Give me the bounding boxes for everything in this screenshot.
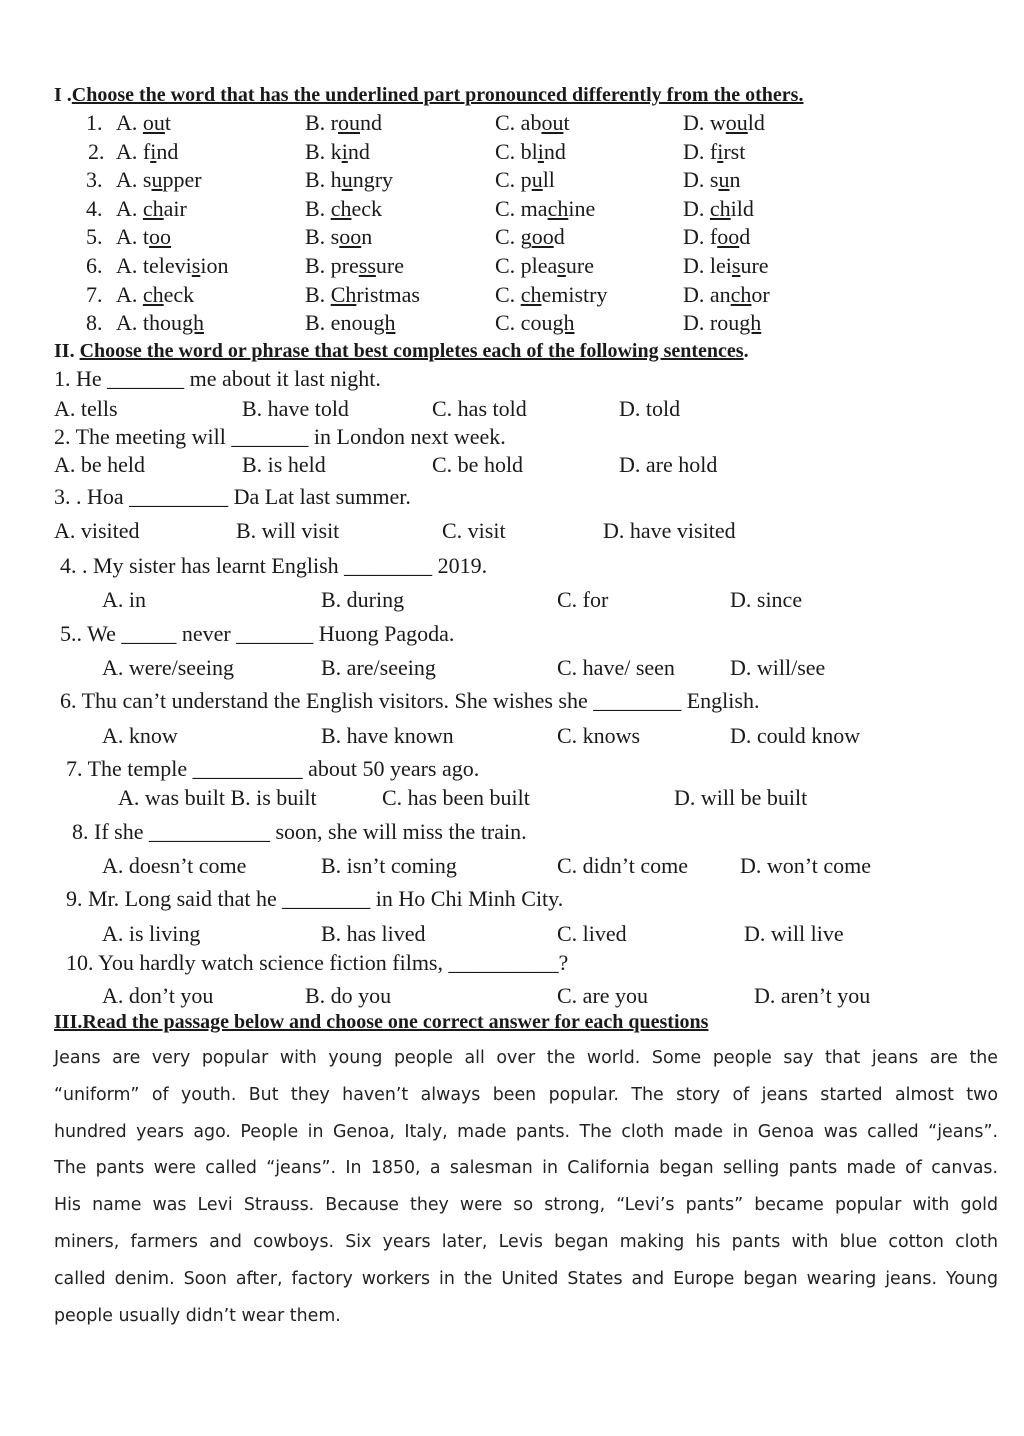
underlined-sound: i bbox=[341, 138, 348, 164]
passage-line: The pants were called “jeans”. In 1850, a salesman in California began selling pants made of canvas. bbox=[54, 1158, 998, 1179]
pronunciation-option-d bbox=[683, 167, 740, 193]
underlined-sound: oo bbox=[717, 224, 740, 250]
passage-line: “uniform” of youth. But they haven’t always been popular. The story of jeans started almost two bbox=[54, 1084, 998, 1105]
underlined-sound: ch bbox=[547, 195, 569, 221]
option-text-prefix: B. h bbox=[305, 167, 342, 193]
option-text-prefix: C. plea bbox=[495, 253, 558, 278]
option-text-prefix: A. bbox=[116, 281, 143, 307]
answer-option: A. is living bbox=[102, 921, 201, 946]
pronunciation-option-a bbox=[116, 282, 194, 308]
option-text-suffix: ild bbox=[730, 195, 754, 221]
pronunciation-option-c bbox=[495, 196, 595, 222]
underlined-sound: ch bbox=[730, 281, 752, 307]
answer-option: B. will visit bbox=[236, 518, 340, 543]
option-text-prefix: D. f bbox=[683, 138, 718, 164]
question-stem: 9. Mr. Long said that he ________ in Ho Chi Minh City. bbox=[66, 886, 564, 911]
option-text-suffix: ure bbox=[375, 253, 404, 278]
answer-option: A. tells bbox=[54, 396, 118, 421]
option-text-prefix: C. bbox=[495, 281, 521, 307]
option-text-prefix: A. bbox=[116, 110, 143, 135]
answer-option: A. doesn’t come bbox=[102, 853, 247, 878]
answer-option: A. know bbox=[102, 723, 178, 748]
underlined-sound: gh bbox=[182, 310, 204, 336]
answer-option: B. have known bbox=[321, 723, 454, 748]
answer-option: B. isn’t coming bbox=[321, 853, 457, 878]
section-1-title: Choose the word that has the underlined part pronounced differently from the others bbox=[71, 84, 799, 106]
option-text-suffix: n bbox=[729, 167, 741, 193]
section-2-heading bbox=[54, 340, 749, 363]
option-text-prefix: C. bl bbox=[495, 138, 538, 164]
option-text-suffix: air bbox=[163, 195, 187, 221]
option-text-suffix: nd bbox=[156, 138, 179, 164]
pronunciation-option-b bbox=[305, 253, 404, 279]
option-text-prefix: D. f bbox=[683, 224, 718, 250]
answer-option: A. visited bbox=[54, 518, 140, 543]
answer-option: C. are you bbox=[557, 983, 649, 1008]
pronunciation-option-d bbox=[683, 253, 769, 279]
underlined-sound: i bbox=[537, 138, 544, 164]
passage-line: called denim. Soon after, factory workers in the United States and Europe began wearing jeans. Young bbox=[54, 1268, 998, 1289]
reading-passage bbox=[54, 1040, 998, 1334]
underlined-sound: s bbox=[731, 253, 741, 278]
answer-option: D. since bbox=[730, 587, 803, 612]
option-text-prefix: C. ab bbox=[495, 110, 542, 135]
question-stem: 7. The temple __________ about 50 years ago. bbox=[66, 756, 480, 781]
question-stem: 4. . My sister has learnt English ________ 2019. bbox=[60, 553, 488, 578]
passage-line: miners, farmers and cowboys. Six years later, Levis began making his pants with blue cotton cloth bbox=[54, 1231, 998, 1252]
underlined-sound: oo bbox=[149, 224, 171, 250]
option-text-prefix: D. an bbox=[683, 281, 731, 307]
underlined-sound: u bbox=[151, 167, 163, 193]
option-text-suffix: eck bbox=[163, 281, 195, 307]
option-text-suffix: n bbox=[361, 224, 373, 250]
option-text-prefix: C. cou bbox=[495, 310, 553, 336]
underlined-sound: u bbox=[341, 167, 353, 193]
option-text-prefix: A. s bbox=[116, 167, 152, 193]
option-text-prefix: A. t bbox=[116, 224, 149, 250]
underlined-sound: ou bbox=[338, 110, 360, 135]
underlined-sound: ch bbox=[142, 195, 164, 221]
option-text-prefix: B. pre bbox=[305, 253, 359, 278]
passage-line: people usually didn’t wear them. bbox=[54, 1305, 341, 1326]
answer-option: A. were/seeing bbox=[102, 655, 234, 680]
pronunciation-option-b bbox=[305, 139, 370, 165]
answer-option: C. be hold bbox=[432, 452, 524, 477]
option-text-suffix: ld bbox=[747, 110, 765, 135]
section-3-heading bbox=[54, 1011, 708, 1034]
question-stem: 10. You hardly watch science fiction films, __________? bbox=[66, 950, 569, 975]
pronunciation-option-d bbox=[683, 282, 770, 308]
option-text-prefix: B. k bbox=[305, 138, 342, 164]
option-text-prefix: B. s bbox=[305, 224, 340, 250]
answer-option: D. will live bbox=[744, 921, 844, 946]
answer-option: B. do you bbox=[305, 983, 392, 1008]
underlined-sound: ch bbox=[330, 195, 352, 221]
answer-option: C. didn’t come bbox=[557, 853, 688, 878]
question-stem: 8. If she ___________ soon, she will miss the train. bbox=[72, 819, 527, 844]
section-2-title: Choose the word or phrase that best completes each of the following sentences bbox=[79, 340, 744, 362]
underlined-sound: u bbox=[718, 167, 730, 193]
question-number: 7. bbox=[86, 281, 103, 307]
section-1-title-end: . bbox=[798, 84, 804, 106]
answer-option: D. will/see bbox=[730, 655, 826, 680]
answer-option: B. during bbox=[321, 587, 405, 612]
section-2-number: II. bbox=[54, 340, 80, 362]
question-number: 5. bbox=[86, 224, 103, 250]
passage-line: His name was Levi Strauss. Because they were so strong, “Levi’s pants” became popular with gold bbox=[54, 1195, 998, 1216]
option-text-prefix: A. f bbox=[116, 138, 151, 164]
option-text-prefix: A. bbox=[116, 195, 143, 221]
option-text-suffix: ion bbox=[200, 253, 229, 278]
answer-option: B. has lived bbox=[321, 921, 426, 946]
answer-option: C. lived bbox=[557, 921, 627, 946]
pronunciation-option-a bbox=[116, 253, 228, 279]
answer-option: D. could know bbox=[730, 723, 861, 748]
option-text-suffix: ll bbox=[542, 167, 555, 193]
pronunciation-option-b bbox=[305, 110, 382, 136]
option-text-suffix: ristmas bbox=[356, 281, 420, 307]
question-stem: 6. Thu can’t understand the English visitors. She wishes she ________ English. bbox=[60, 688, 760, 713]
pronunciation-option-a bbox=[116, 310, 204, 336]
question-number: 3. bbox=[86, 167, 103, 193]
option-text-suffix: t bbox=[164, 110, 172, 135]
option-text-suffix: t bbox=[563, 110, 570, 135]
option-text-prefix: D. bbox=[683, 195, 710, 221]
pronunciation-option-c bbox=[495, 139, 566, 165]
option-text-prefix: B. r bbox=[305, 110, 338, 135]
underlined-sound: ch bbox=[709, 195, 731, 221]
pronunciation-option-c bbox=[495, 253, 594, 279]
question-stem: 3. . Hoa _________ Da Lat last summer. bbox=[54, 484, 411, 509]
option-text-prefix: B. enou bbox=[305, 310, 374, 336]
underlined-sound: i bbox=[717, 138, 724, 164]
section-2-title-end: . bbox=[743, 340, 749, 362]
pronunciation-option-b bbox=[305, 224, 372, 250]
underlined-sound: i bbox=[150, 138, 157, 164]
answer-option: C. visit bbox=[442, 518, 506, 543]
option-text-suffix: or bbox=[751, 281, 770, 307]
underlined-sound: ou bbox=[725, 110, 748, 135]
answer-option: A. don’t you bbox=[102, 983, 214, 1008]
question-stem: 1. He _______ me about it last night. bbox=[54, 366, 381, 391]
answer-option: A. in bbox=[102, 587, 146, 612]
option-text-suffix: nd bbox=[360, 110, 382, 135]
option-text-prefix: D. rou bbox=[683, 310, 740, 336]
pronunciation-option-b bbox=[305, 167, 393, 193]
pronunciation-option-a bbox=[116, 167, 202, 193]
pronunciation-option-c bbox=[495, 167, 555, 193]
option-text-suffix: nd bbox=[543, 138, 566, 164]
underlined-sound: ch bbox=[520, 281, 542, 307]
underlined-sound: gh bbox=[739, 310, 762, 336]
answer-option: D. have visited bbox=[603, 518, 736, 543]
option-text-suffix: rst bbox=[723, 138, 746, 164]
underlined-sound: oo bbox=[531, 224, 554, 250]
underlined-sound: ch bbox=[142, 281, 164, 307]
option-text-suffix: pper bbox=[162, 167, 202, 193]
question-number: 4. bbox=[86, 195, 103, 221]
question-number: 1. bbox=[86, 110, 103, 135]
underlined-sound: gh bbox=[373, 310, 396, 336]
option-text-prefix: D. lei bbox=[683, 253, 732, 278]
answer-option: A. was built B. is built bbox=[118, 785, 317, 810]
pronunciation-option-b bbox=[305, 310, 395, 336]
pronunciation-option-d bbox=[683, 196, 754, 222]
question-stem: 5.. We _____ never _______ Huong Pagoda. bbox=[60, 621, 455, 646]
pronunciation-option-b bbox=[305, 282, 420, 308]
answer-option: D. will be built bbox=[674, 785, 808, 810]
underlined-sound: gh bbox=[552, 310, 575, 336]
option-text-prefix: B. bbox=[305, 195, 331, 221]
option-text-prefix: A. thou bbox=[116, 310, 182, 336]
underlined-sound: ou bbox=[142, 110, 165, 135]
underlined-sound: Ch bbox=[330, 281, 357, 307]
answer-option: D. told bbox=[619, 396, 681, 421]
option-text-prefix: D. s bbox=[683, 167, 719, 193]
underlined-sound: s bbox=[557, 253, 566, 278]
option-text-suffix: ure bbox=[565, 253, 594, 278]
option-text-suffix: eck bbox=[351, 195, 382, 221]
passage-line: Jeans are very popular with young people all over the world. Some people say that jeans are the bbox=[54, 1048, 998, 1068]
option-text-suffix: d bbox=[553, 224, 565, 250]
pronunciation-option-d bbox=[683, 310, 761, 336]
underlined-sound: u bbox=[531, 167, 543, 193]
question-stem: 2. The meeting will _______ in London next week. bbox=[54, 424, 506, 449]
underlined-sound: oo bbox=[339, 224, 362, 250]
answer-option: B. is held bbox=[242, 452, 326, 477]
question-number: 2. bbox=[88, 138, 105, 164]
pronunciation-option-a bbox=[116, 110, 171, 136]
question-number: 6. bbox=[86, 253, 103, 278]
option-text-suffix: nd bbox=[347, 138, 370, 164]
underlined-sound: ss bbox=[358, 253, 376, 278]
option-text-prefix: A. televi bbox=[116, 253, 192, 278]
answer-option: A. be held bbox=[54, 452, 146, 477]
answer-option: B. are/seeing bbox=[321, 655, 436, 680]
pronunciation-option-a bbox=[116, 224, 171, 250]
pronunciation-option-b bbox=[305, 196, 382, 222]
answer-option: D. are hold bbox=[619, 452, 718, 477]
option-text-prefix: C. ma bbox=[495, 195, 548, 221]
pronunciation-option-c bbox=[495, 110, 570, 136]
answer-option: C. have/ seen bbox=[557, 655, 675, 680]
pronunciation-option-c bbox=[495, 310, 574, 336]
section-3-title: III.Read the passage below and choose one correct answer for each questions bbox=[54, 1011, 709, 1033]
pronunciation-option-c bbox=[495, 282, 607, 308]
question-number: 8. bbox=[86, 310, 103, 336]
pronunciation-option-d bbox=[683, 139, 745, 165]
passage-line: hundred years ago. People in Genoa, Italy, made pants. The cloth made in Genoa was called “jeans”. bbox=[54, 1121, 998, 1142]
answer-option: C. has been built bbox=[382, 785, 530, 810]
option-text-prefix: C. g bbox=[495, 224, 532, 250]
option-text-suffix: emistry bbox=[541, 281, 608, 307]
answer-option: C. knows bbox=[557, 723, 641, 748]
section-1-heading bbox=[54, 84, 803, 107]
option-text-prefix: B. bbox=[305, 281, 331, 307]
underlined-sound: ou bbox=[541, 110, 564, 135]
option-text-suffix: ngry bbox=[352, 167, 394, 193]
option-text-suffix: ine bbox=[568, 195, 596, 221]
pronunciation-option-a bbox=[116, 139, 178, 165]
answer-option: B. have told bbox=[242, 396, 349, 421]
answer-option: D. aren’t you bbox=[754, 983, 871, 1008]
pronunciation-option-a bbox=[116, 196, 187, 222]
answer-option: C. has told bbox=[432, 396, 527, 421]
answer-option: D. won’t come bbox=[740, 853, 871, 878]
option-text-suffix: d bbox=[739, 224, 751, 250]
option-text-prefix: D. w bbox=[683, 110, 726, 135]
underlined-sound: s bbox=[191, 253, 201, 278]
pronunciation-option-d bbox=[683, 224, 750, 250]
pronunciation-option-c bbox=[495, 224, 565, 250]
answer-option: C. for bbox=[557, 587, 609, 612]
section-1-number: I . bbox=[54, 84, 72, 106]
option-text-prefix: C. p bbox=[495, 167, 532, 193]
pronunciation-option-d bbox=[683, 110, 765, 136]
option-text-suffix: ure bbox=[740, 253, 769, 278]
